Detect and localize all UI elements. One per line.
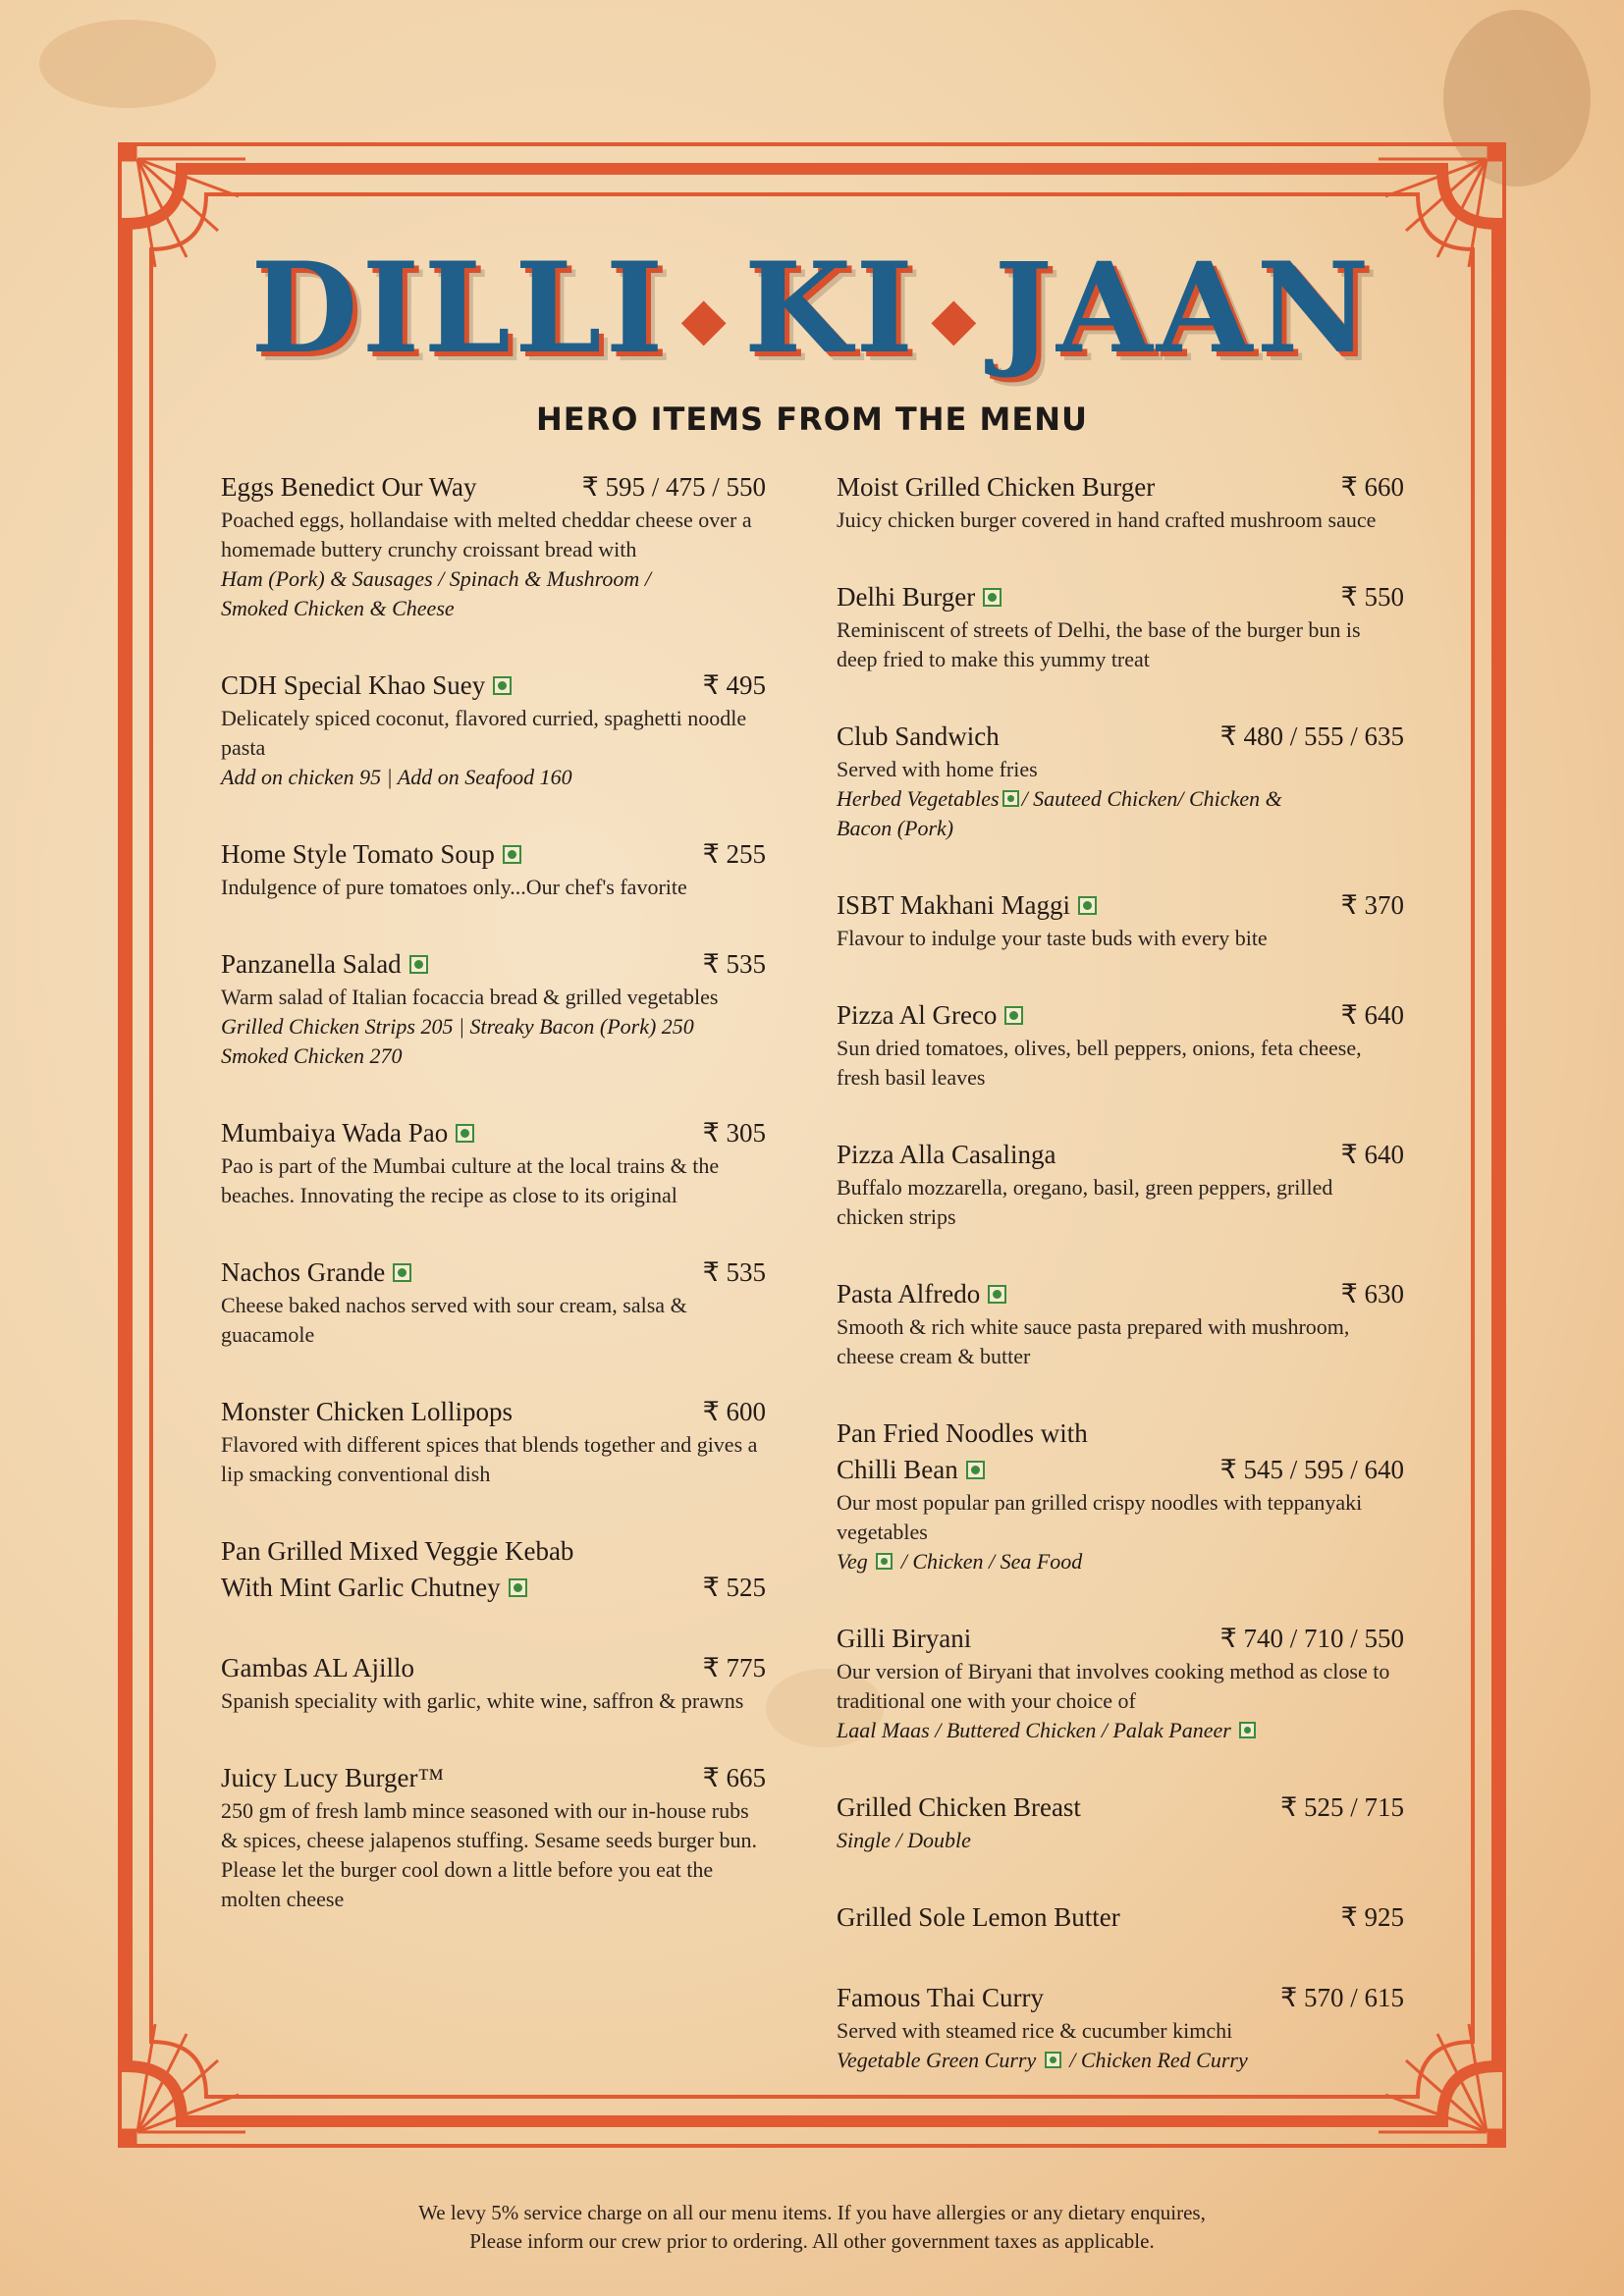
menu-item [221, 1650, 766, 1716]
item-name [221, 1255, 411, 1291]
item-name [837, 1415, 1088, 1452]
item-price: ₹ 740 / 710 / 550 [1219, 1624, 1404, 1653]
item-price: ₹ 525 / 715 [1280, 1792, 1404, 1822]
menu-item [221, 469, 766, 623]
item-option-text: Bacon (Pork) [837, 816, 954, 840]
item-price: ₹ 535 [702, 1257, 766, 1287]
item-price: ₹ 775 [702, 1653, 766, 1682]
item-options: Smoked Chicken & Cheese [221, 596, 455, 620]
item-name [221, 1533, 573, 1570]
menu-item [837, 997, 1404, 1093]
diamond-separator-icon: ◆ [931, 285, 981, 354]
item-name [837, 887, 1097, 924]
item-description: Indulgence of pure tomatoes only...Our chef's favorite [221, 875, 687, 899]
menu-item [837, 1276, 1404, 1371]
menu-item [837, 1980, 1404, 2075]
item-name-row [221, 1760, 766, 1796]
item-name-text: Eggs Benedict Our Way [221, 472, 477, 502]
menu-item [221, 1760, 766, 1914]
item-name-text: Grilled Sole Lemon Butter [837, 1902, 1120, 1932]
veg-indicator-icon [1239, 1722, 1256, 1738]
veg-indicator-icon [966, 1461, 985, 1479]
item-description: Reminiscent of streets of Delhi, the base of the burger bun is deep fried to make this yummy treat [837, 617, 1361, 671]
item-name [837, 1452, 985, 1488]
item-name-text: Panzanella Salad [221, 949, 402, 979]
item-name [837, 1137, 1056, 1173]
title-word: KI [743, 236, 918, 381]
item-description: Sun dried tomatoes, olives, bell peppers, onions, feta cheese, fresh basil leaves [837, 1036, 1362, 1090]
item-name-text: Mumbaiya Wada Pao [221, 1118, 449, 1148]
item-name [221, 1115, 474, 1151]
item-option-text: Vegetable Green Curry [837, 2048, 1042, 2072]
item-name-row [221, 946, 766, 983]
item-description: Poached eggs, hollandaise with melted cheddar cheese over a homemade buttery crunchy croissant bread with [221, 507, 752, 561]
item-price: ₹ 665 [702, 1763, 766, 1792]
item-name [221, 946, 428, 983]
item-price: ₹ 305 [702, 1118, 766, 1148]
menu-column-left [221, 469, 766, 1914]
item-name-row [837, 469, 1404, 506]
item-options: Smoked Chicken 270 [221, 1043, 403, 1068]
menu-item [837, 1789, 1404, 1855]
item-price: ₹ 255 [702, 839, 766, 869]
menu-item [221, 667, 766, 792]
item-option-text: / Chicken Red Curry [1063, 2048, 1248, 2072]
diamond-separator-icon: ◆ [680, 285, 731, 354]
item-price: ₹ 525 [702, 1573, 766, 1602]
item-price: ₹ 535 [702, 949, 766, 979]
item-name-text: ISBT Makhani Maggi [837, 890, 1070, 920]
item-name-row [221, 1115, 766, 1151]
veg-indicator-icon [988, 1285, 1006, 1304]
title-word: JAAN [994, 236, 1374, 381]
menu-item [221, 1394, 766, 1489]
item-name-text: Gilli Biryani [837, 1624, 972, 1653]
veg-indicator-icon [1002, 790, 1019, 807]
item-options: Single / Double [837, 1828, 971, 1852]
item-name-text: Pan Fried Noodles with [837, 1418, 1088, 1448]
item-name-text: Nachos Grande [221, 1257, 386, 1287]
item-name-text: Home Style Tomato Soup [221, 839, 495, 869]
item-name-text: Club Sandwich [837, 721, 1000, 751]
item-options [837, 784, 1404, 814]
menu-item [837, 887, 1404, 953]
item-description: Cheese baked nachos served with sour cream, salsa & guacamole [221, 1293, 687, 1347]
menu-item [837, 1899, 1404, 1936]
item-options [837, 1716, 1404, 1745]
item-name-row [221, 1533, 766, 1570]
item-option-text: / Sauteed Chicken/ Chicken & [1021, 786, 1282, 811]
veg-indicator-icon [409, 955, 428, 974]
veg-indicator-icon [1078, 896, 1097, 915]
item-options [837, 814, 1404, 843]
item-name-row [837, 1621, 1404, 1657]
item-name-row [221, 1255, 766, 1291]
item-name-text: Pasta Alfredo [837, 1279, 981, 1308]
item-description: Flavour to indulge your taste buds with every bite [837, 926, 1268, 950]
veg-indicator-icon [983, 588, 1001, 607]
item-price: ₹ 570 / 615 [1280, 1983, 1404, 2012]
item-options [837, 1547, 1404, 1576]
item-option-text: Laal Maas / Buttered Chicken / Palak Paneer [837, 1718, 1237, 1742]
item-name [837, 719, 1000, 755]
veg-indicator-icon [876, 1553, 893, 1570]
item-name-row [221, 1650, 766, 1686]
item-name-text: Grilled Chicken Breast [837, 1792, 1081, 1822]
item-name [837, 579, 1001, 615]
item-name-text: Pizza Alla Casalinga [837, 1140, 1056, 1169]
item-description: 250 gm of fresh lamb mince seasoned with our in-house rubs & spices, cheese jalapenos stuffing. Sesame seeds burger bun. Please let the burger cool down a little before you eat the molten cheese [221, 1798, 757, 1911]
item-name [221, 836, 521, 873]
item-name-row [837, 1415, 1404, 1452]
item-description: Warm salad of Italian focaccia bread & grilled vegetables [221, 985, 719, 1009]
footer-line: Please inform our crew prior to ordering. All other government taxes as applicable. [469, 2229, 1155, 2253]
item-name-text: With Mint Garlic Chutney [221, 1573, 501, 1602]
item-name-row [837, 719, 1404, 755]
item-price: ₹ 495 [702, 670, 766, 700]
veg-indicator-icon [1004, 1006, 1023, 1025]
menu-column-right [837, 469, 1404, 2075]
item-description: Spanish speciality with garlic, white wine, saffron & prawns [221, 1688, 744, 1713]
item-name [221, 1760, 444, 1796]
item-price: ₹ 925 [1340, 1902, 1404, 1932]
item-name [837, 997, 1023, 1034]
item-name [221, 1650, 414, 1686]
menu-item [837, 1415, 1404, 1576]
title-word: DILLI [250, 236, 668, 381]
item-options: Grilled Chicken Strips 205 | Streaky Bacon (Pork) 250 [221, 1014, 694, 1039]
item-options: Add on chicken 95 | Add on Seafood 160 [221, 765, 572, 789]
item-name-row [221, 1394, 766, 1430]
menu-item [837, 719, 1404, 843]
item-name-row [837, 887, 1404, 924]
menu-item [221, 1115, 766, 1210]
item-name-row [221, 836, 766, 873]
item-description: Served with steamed rice & cucumber kimchi [837, 2018, 1233, 2043]
item-name-row [837, 997, 1404, 1034]
item-price: ₹ 660 [1340, 472, 1404, 502]
item-name [837, 1789, 1081, 1826]
item-description: Juicy chicken burger covered in hand crafted mushroom sauce [837, 507, 1377, 532]
item-name [221, 1394, 513, 1430]
veg-indicator-icon [509, 1578, 527, 1597]
item-description: Our most popular pan grilled crispy noodles with teppanyaki vegetables [837, 1490, 1363, 1544]
item-price: ₹ 480 / 555 / 635 [1219, 721, 1404, 751]
item-name [221, 469, 477, 506]
item-name [837, 469, 1155, 506]
item-option-text: Herbed Vegetables [837, 786, 1000, 811]
item-name-row [221, 469, 766, 506]
menu-item [837, 1137, 1404, 1232]
item-name-text: CDH Special Khao Suey [221, 670, 486, 700]
menu-item [221, 1533, 766, 1606]
item-name-row [837, 1276, 1404, 1312]
menu-item [221, 946, 766, 1071]
veg-indicator-icon [393, 1263, 411, 1282]
menu-item [837, 579, 1404, 674]
veg-indicator-icon [503, 845, 521, 864]
item-description: Our version of Biryani that involves cooking method as close to traditional one with your choice of [837, 1659, 1390, 1713]
item-options: Ham (Pork) & Sausages / Spinach & Mushroom / [221, 566, 651, 591]
veg-indicator-icon [493, 676, 512, 695]
item-name-text: Monster Chicken Lollipops [221, 1397, 513, 1426]
item-description: Pao is part of the Mumbai culture at the local trains & the beaches. Innovating the recipe as close to its original [221, 1153, 720, 1207]
item-name [837, 1276, 1006, 1312]
item-name-text: Juicy Lucy Burger™ [221, 1763, 444, 1792]
item-description: Smooth & rich white sauce pasta prepared with mushroom, cheese cream & butter [837, 1314, 1350, 1368]
menu-item [837, 1621, 1404, 1745]
item-name-text: Famous Thai Curry [837, 1983, 1044, 2012]
item-description: Served with home fries [837, 757, 1038, 781]
item-name [837, 1980, 1044, 2016]
menu-item [221, 836, 766, 902]
item-description: Flavored with different spices that blends together and gives a lip smacking conventional dish [221, 1432, 758, 1486]
footer-note [0, 2199, 1624, 2256]
restaurant-title [0, 236, 1624, 381]
veg-indicator-icon [1045, 2052, 1061, 2068]
item-name [837, 1621, 971, 1657]
item-option-text: Veg [837, 1549, 874, 1574]
menu-item [837, 469, 1404, 535]
item-description: Delicately spiced coconut, flavored curried, spaghetti noodle pasta [221, 706, 747, 760]
item-price: ₹ 640 [1340, 1000, 1404, 1030]
footer-line: We levy 5% service charge on all our menu items. If you have allergies or any dietary enquires, [418, 2201, 1206, 2224]
item-name-row [221, 1570, 766, 1606]
item-name-row [837, 1980, 1404, 2016]
item-price: ₹ 370 [1340, 890, 1404, 920]
item-description: Buffalo mozzarella, oregano, basil, green peppers, grilled chicken strips [837, 1175, 1333, 1229]
menu-subtitle: HERO ITEMS FROM THE MENU [535, 400, 1088, 438]
item-name-row [837, 1899, 1404, 1936]
item-name-row [837, 1452, 1404, 1488]
item-price: ₹ 600 [702, 1397, 766, 1426]
veg-indicator-icon [456, 1124, 474, 1143]
item-name-text: Pan Grilled Mixed Veggie Kebab [221, 1536, 574, 1566]
item-name-text: Moist Grilled Chicken Burger [837, 472, 1156, 502]
item-name [837, 1899, 1120, 1936]
item-name-text: Chilli Bean [837, 1455, 958, 1484]
item-name-row [221, 667, 766, 704]
item-name-row [837, 1137, 1404, 1173]
item-name-text: Delhi Burger [837, 582, 976, 612]
item-name [221, 667, 512, 704]
item-price: ₹ 595 / 475 / 550 [581, 472, 766, 502]
menu-item [221, 1255, 766, 1350]
item-name [221, 1570, 527, 1606]
item-name-row [837, 579, 1404, 615]
item-price: ₹ 545 / 595 / 640 [1219, 1455, 1404, 1484]
item-name-text: Pizza Al Greco [837, 1000, 998, 1030]
item-price: ₹ 640 [1340, 1140, 1404, 1169]
item-name-text: Gambas AL Ajillo [221, 1653, 414, 1682]
item-options [837, 2046, 1404, 2075]
item-price: ₹ 550 [1340, 582, 1404, 612]
item-option-text: / Chicken / Sea Food [895, 1549, 1083, 1574]
item-price: ₹ 630 [1340, 1279, 1404, 1308]
item-name-row [837, 1789, 1404, 1826]
